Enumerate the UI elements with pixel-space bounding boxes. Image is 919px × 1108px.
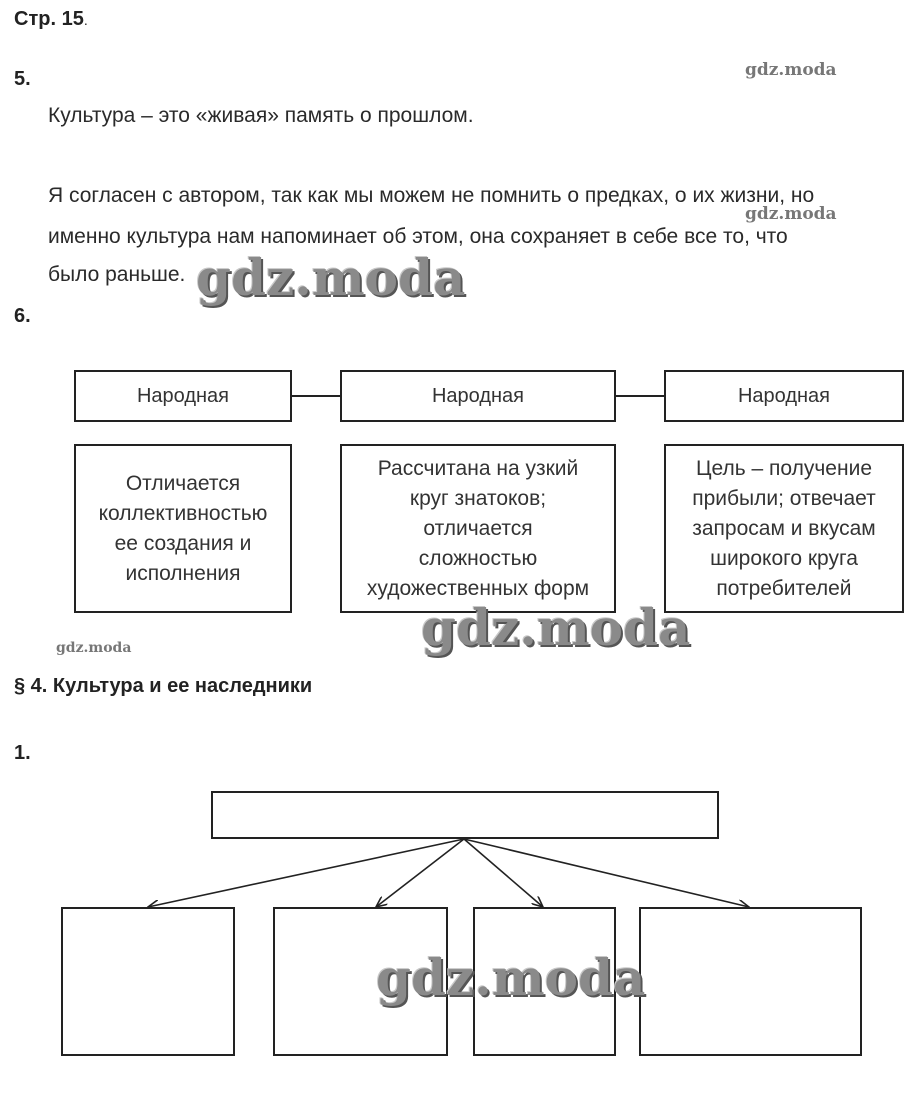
page-label-dot: .	[83, 12, 88, 28]
scheme-empty-box-1	[61, 907, 235, 1056]
watermark: gdz.moda	[196, 248, 466, 307]
task-5-statement: Культура – это «живая» память о прошлом.	[48, 104, 474, 127]
page-label-text: Стр. 15	[14, 8, 84, 30]
culture-type-header-1: Народная	[74, 370, 292, 422]
description-text	[692, 454, 876, 604]
description-line: коллективностью	[98, 501, 268, 525]
description-line: круг знатоков;	[409, 486, 547, 510]
culture-description-2	[340, 444, 616, 613]
task-5-paragraph-line-3: было раньше.	[48, 263, 186, 286]
culture-description-1	[74, 444, 292, 613]
description-line: сложностью	[418, 546, 538, 570]
task-5-paragraph-line-2: именно культура нам напоминает об этом, она сохраняет в себе все то, что	[48, 225, 788, 248]
description-line: прибыли; отвечает	[692, 486, 876, 510]
task-6-number: 6.	[14, 305, 31, 327]
task-1-number: 1.	[14, 742, 31, 764]
description-line: Отличается	[125, 471, 241, 495]
culture-type-header-3: Народная	[664, 370, 904, 422]
description-line: широкого круга	[710, 546, 858, 570]
description-line: исполнения	[125, 561, 241, 585]
task-5-paragraph-line-1: Я согласен с автором, так как мы можем не помнить о предках, о их жизни, но	[48, 184, 815, 207]
scheme-top-box	[211, 791, 719, 839]
scheme-empty-box-4	[639, 907, 862, 1056]
description-line: Рассчитана на узкий	[377, 456, 579, 480]
description-line: потребителей	[716, 576, 852, 600]
description-line: Цель – получение	[695, 456, 872, 480]
watermark: gdz.moda	[421, 598, 691, 657]
description-line: ее создания и	[114, 531, 252, 555]
watermark: gdz.moda	[745, 204, 837, 224]
watermark: gdz.moda	[745, 60, 837, 80]
section-title: § 4. Культура и ее наследники	[14, 675, 313, 697]
watermark: gdz.moda	[376, 948, 646, 1007]
description-text	[99, 469, 268, 589]
arrow-line	[464, 839, 749, 907]
culture-description-3	[664, 444, 904, 613]
task-5-number: 5.	[14, 68, 31, 90]
culture-type-header-2: Народная	[340, 370, 616, 422]
description-line: художественных форм	[366, 576, 590, 600]
watermark: gdz.moda	[56, 640, 132, 656]
arrow-line	[148, 839, 464, 907]
description-text	[367, 454, 589, 604]
description-line: отличается	[423, 516, 533, 540]
description-line: запросам и вкусам	[692, 516, 876, 540]
